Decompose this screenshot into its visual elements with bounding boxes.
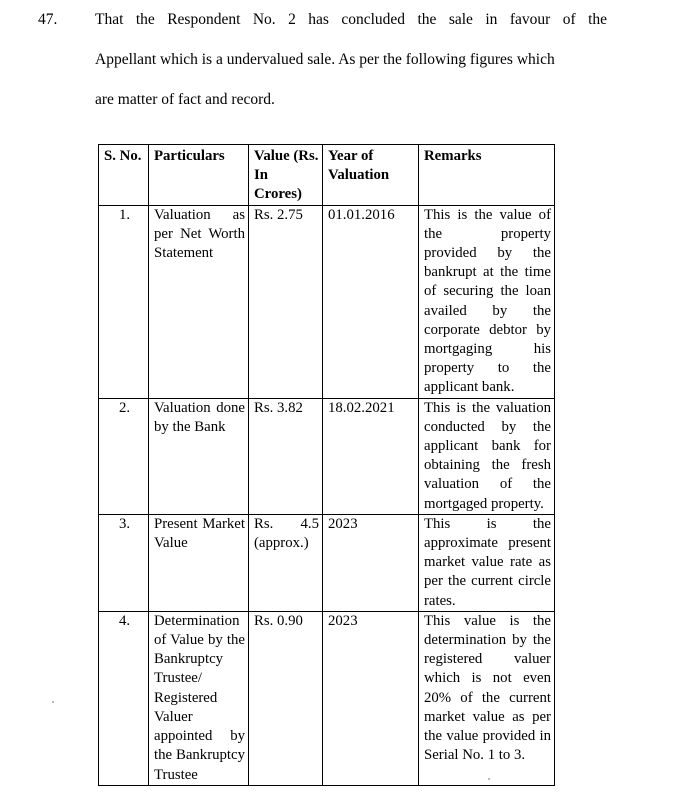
table-row [99,514,555,611]
cell-particulars: Valuation as per Net Worth Statement [149,205,249,398]
cell-year: 2023 [323,514,419,611]
paragraph-number: 47. [38,11,58,28]
header-remarks: Remarks [419,145,555,206]
cell-remarks: This is the approximate present market value rate as per the current circle rates. [419,514,555,611]
valuation-table [98,144,555,786]
scan-speck [488,778,490,780]
cell-remarks: This is the valuation conducted by the applicant bank for obtaining the fresh valuation of the mortgaged property. [419,398,555,514]
cell-particulars: Determination of Value by the Bankruptcy Trustee/ Registered Valuer appointed by the Bankruptcy Trustee [149,611,249,785]
cell-sno: 4. [99,611,149,785]
cell-year: 18.02.2021 [323,398,419,514]
cell-value: Rs. 3.82 [249,398,323,514]
cell-value: Rs. 0.90 [249,611,323,785]
table-row [99,205,555,398]
scan-speck [52,701,54,703]
cell-value: Rs. 2.75 [249,205,323,398]
paragraph-line-1: That the Respondent No. 2 has concluded the sale in favour of the [95,11,607,28]
cell-particulars: Valuation done by the Bank [149,398,249,514]
header-sno: S. No. [99,145,149,206]
table-header-row [99,145,555,206]
header-particulars: Particulars [149,145,249,206]
cell-sno: 3. [99,514,149,611]
cell-year: 01.01.2016 [323,205,419,398]
table-row [99,611,555,785]
cell-year: 2023 [323,611,419,785]
cell-sno: 2. [99,398,149,514]
header-year: Year of Valuation [323,145,419,206]
table-row [99,398,555,514]
cell-remarks: This value is the determination by the registered valuer which is not even 20% of the current market value as per the value provided in Serial No. 1 to 3. [419,611,555,785]
paragraph-line-3: are matter of fact and record. [95,91,275,108]
header-value: Value (Rs. In Crores) [249,145,323,206]
cell-value: Rs. 4.5 (approx.) [249,514,323,611]
cell-sno: 1. [99,205,149,398]
cell-particulars: Present Market Value [149,514,249,611]
paragraph-line-2: Appellant which is a undervalued sale. As per the following figures which [95,51,555,68]
cell-remarks: This is the value of the property provided by the bankrupt at the time of securing the loan availed by the corporate debtor by mortgaging his property to the applicant bank. [419,205,555,398]
